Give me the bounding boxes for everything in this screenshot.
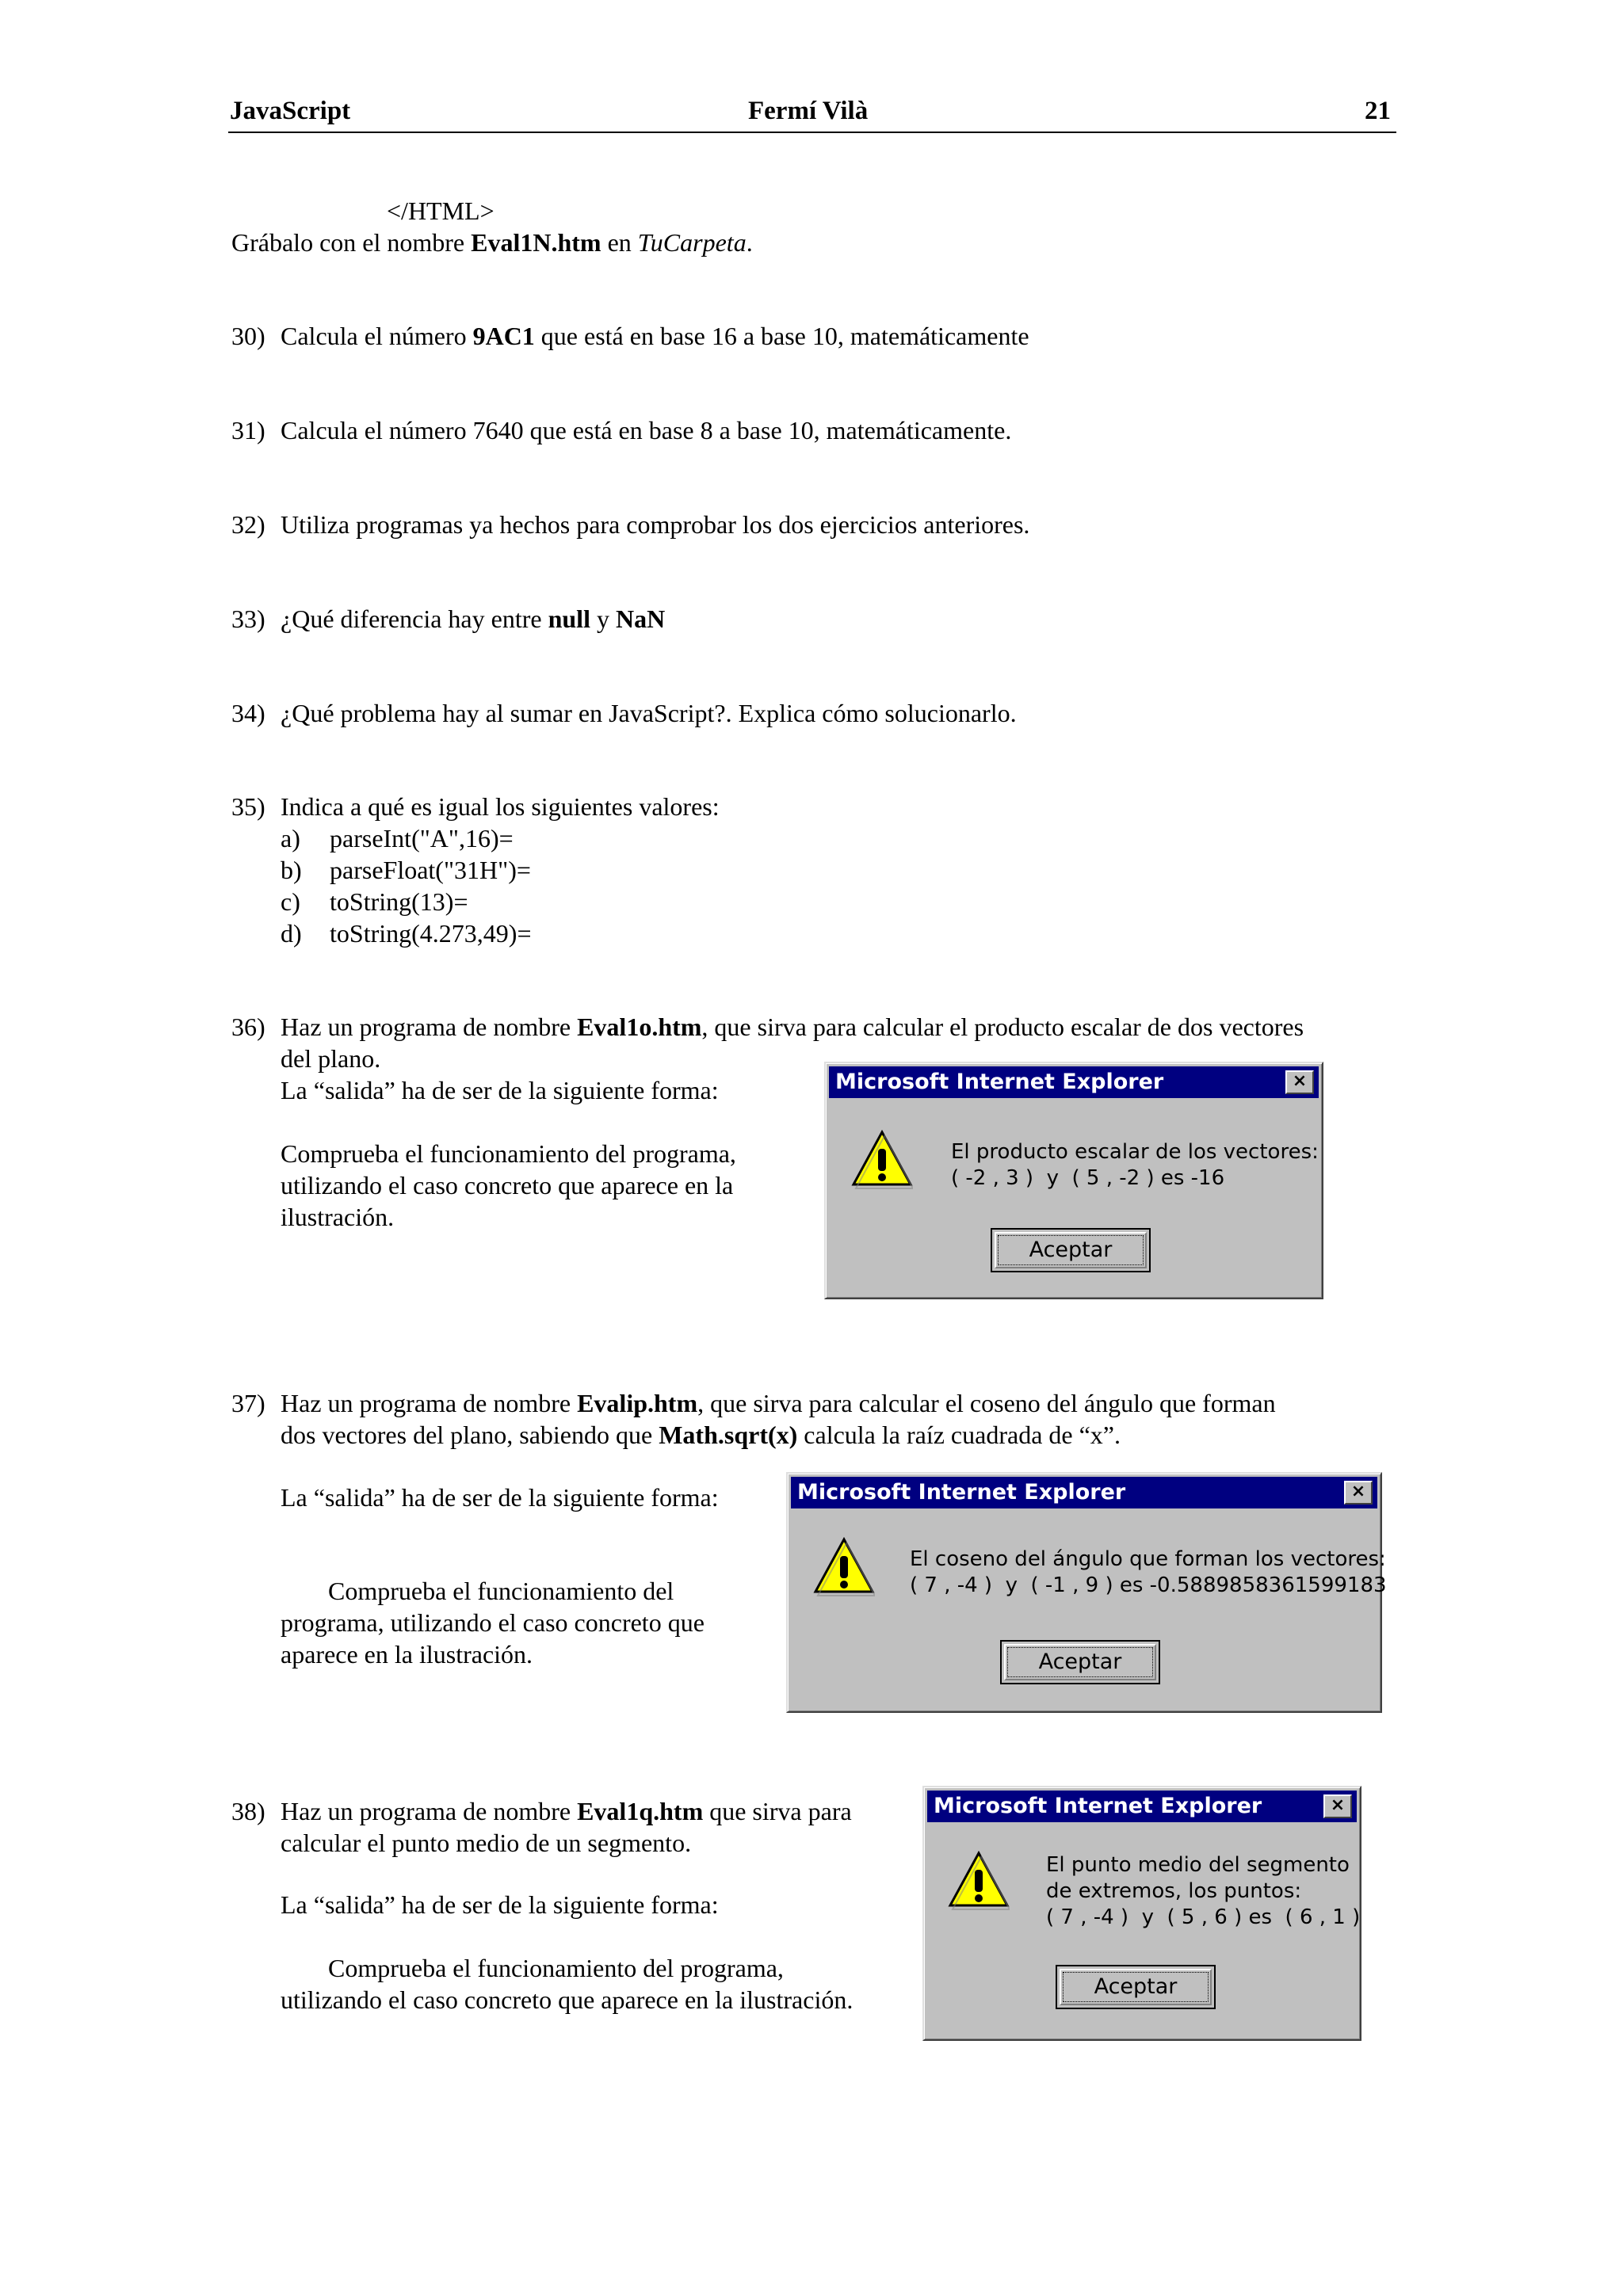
- header-rule: [228, 132, 1396, 133]
- question-36-line2: del plano.: [281, 1044, 381, 1073]
- dialog-titlebar: Microsoft Internet Explorer ×: [829, 1066, 1319, 1098]
- warning-icon: [851, 1128, 913, 1190]
- code-line: </HTML>: [387, 196, 495, 225]
- question-33: 33) ¿Qué diferencia hay entre null y NaN: [231, 605, 666, 633]
- list-item-b: b) parseFloat("31H")=: [281, 856, 531, 884]
- dialog-message-line2: ( 7 , -4 ) y ( -1 , 9 ) es -0.5889858361599183: [910, 1573, 1387, 1597]
- question-37-salida: La “salida” ha de ser de la siguiente forma:: [281, 1483, 719, 1512]
- dialog-close-button[interactable]: ×: [1285, 1070, 1314, 1094]
- list-item-d: d) toString(4.273,49)=: [281, 919, 532, 948]
- question-37-check3: aparece en la ilustración.: [281, 1640, 533, 1669]
- question-38-salida: La “salida” ha de ser de la siguiente forma:: [281, 1890, 719, 1919]
- question-36: 36) Haz un programa de nombre Eval1o.htm, que sirva para calcular el producto escalar de dos vectores: [231, 1013, 1304, 1041]
- question-30: 30) Calcula el número 9AC1 que está en base 16 a base 10, matemáticamente: [231, 322, 1029, 350]
- accept-button[interactable]: Aceptar: [991, 1228, 1151, 1272]
- question-38-check1: Comprueba el funcionamiento del programa,: [328, 1954, 784, 1982]
- alert-dialog-midpoint: [922, 1786, 1361, 2041]
- list-item-a: a) parseInt("A",16)=: [281, 824, 514, 852]
- header-title: JavaScript: [230, 97, 351, 125]
- dialog-message-line1: El coseno del ángulo que forman los vectores:: [910, 1547, 1386, 1571]
- question-37: 37) Haz un programa de nombre Evalip.htm, que sirva para calcular el coseno del ángulo que forman: [231, 1389, 1276, 1417]
- dialog-message-line1: El punto medio del segmento: [1046, 1853, 1350, 1877]
- question-35: 35) Indica a qué es igual los siguientes valores:: [231, 792, 720, 821]
- question-37-check1: Comprueba el funcionamiento del: [328, 1577, 674, 1605]
- question-36-check1: Comprueba el funcionamiento del programa,: [281, 1139, 736, 1168]
- accept-button[interactable]: Aceptar: [1056, 1965, 1216, 2009]
- question-37-line2: dos vectores del plano, sabiendo que Math.sqrt(x) calcula la raíz cuadrada de “x”.: [281, 1421, 1121, 1449]
- question-36-check3: ilustración.: [281, 1203, 395, 1231]
- list-item-c: c) toString(13)=: [281, 887, 468, 916]
- question-38: 38) Haz un programa de nombre Eval1q.htm que sirva para: [231, 1797, 852, 1825]
- dialog-close-button[interactable]: ×: [1344, 1481, 1373, 1505]
- dialog-titlebar: Microsoft Internet Explorer ×: [791, 1477, 1377, 1508]
- alert-dialog-cosine: [786, 1472, 1387, 1713]
- accept-button[interactable]: Aceptar: [1000, 1640, 1160, 1684]
- dialog-message-line2: ( -2 , 3 ) y ( 5 , -2 ) es -16: [951, 1166, 1225, 1190]
- question-32: 32) Utiliza programas ya hechos para comprobar los dos ejercicios anteriores.: [231, 510, 1030, 539]
- dialog-titlebar: Microsoft Internet Explorer ×: [927, 1791, 1357, 1822]
- header-author: Fermí Vilà: [748, 97, 869, 125]
- page-number: 21: [1365, 97, 1391, 125]
- question-38-check2: utilizando el caso concreto que aparece en la ilustración.: [281, 1985, 854, 2014]
- warning-icon: [813, 1535, 875, 1597]
- question-36-check2: utilizando el caso concreto que aparece en la: [281, 1171, 734, 1199]
- question-38-line2: calcular el punto medio de un segmento.: [281, 1829, 692, 1857]
- dialog-close-button[interactable]: ×: [1323, 1794, 1352, 1818]
- dialog-message-line3: ( 7 , -4 ) y ( 5 , 6 ) es ( 6 , 1 ): [1046, 1905, 1361, 1929]
- dialog-message-line2: de extremos, los puntos:: [1046, 1879, 1302, 1903]
- warning-icon: [948, 1849, 1010, 1911]
- question-31: 31) Calcula el número 7640 que está en base 8 a base 10, matemáticamente.: [231, 416, 1012, 444]
- save-instruction: Grábalo con el nombre Eval1N.htm en TuCarpeta.: [231, 228, 753, 257]
- alert-dialog-scalar-product: [824, 1062, 1323, 1299]
- question-37-check2: programa, utilizando el caso concreto que: [281, 1608, 705, 1637]
- question-34: 34) ¿Qué problema hay al sumar en JavaScript?. Explica cómo solucionarlo.: [231, 699, 1017, 727]
- dialog-message-line1: El producto escalar de los vectores:: [951, 1140, 1319, 1164]
- question-36-salida: La “salida” ha de ser de la siguiente forma:: [281, 1076, 719, 1104]
